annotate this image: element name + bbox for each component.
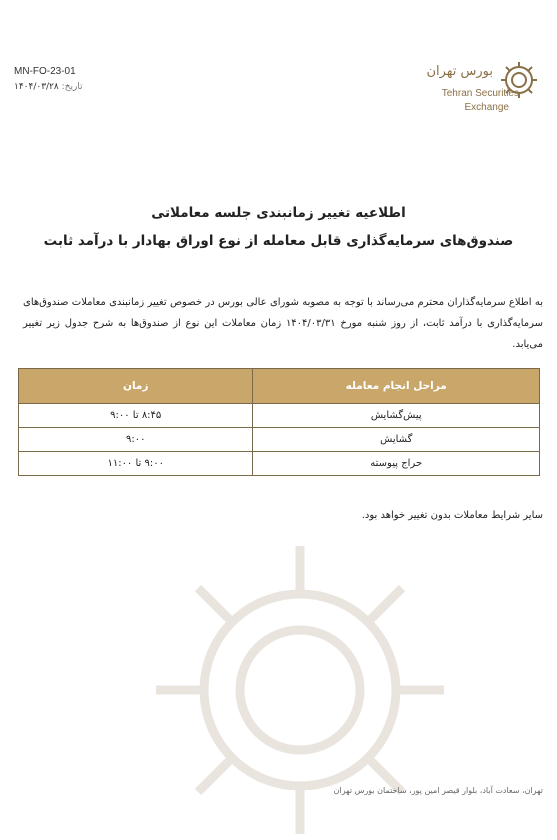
closing-note: سایر شرایط معاملات بدون تغییر خواهد بود.: [361, 510, 543, 521]
logo-en-line2: Exchange: [464, 102, 509, 113]
cell-time: ۸:۴۵ تا ۹:۰۰: [19, 404, 253, 428]
logo-en-line1: Tehran Securities: [441, 88, 519, 99]
cell-time: ۹:۰۰: [19, 428, 253, 452]
title-line-1: اطلاعیه تغییر زمانبندی جلسه معاملاتی: [151, 205, 406, 221]
schedule-table: [18, 368, 540, 476]
header-stage: مراحل انجام معامله: [253, 369, 540, 404]
table-row: [19, 404, 540, 428]
cell-stage: حراج پیوسته: [253, 452, 540, 476]
table-row: [19, 428, 540, 452]
date-line: [14, 82, 83, 92]
announcement-paragraph: به اطلاع سرمایه‌گذاران محترم می‌رساند با توجه به مصوبه شورای عالی بورس در خصوص تغییر زمانبندی معاملات صندوق‌های سرمایه‌گذاری با درآمد ثابت، از روز شنبه مورخ ۱۴۰۴/۰۳/۳۱ زمان معاملات این نوع از صندوق‌ها به شرح جدول زیر تغییر می‌یابد.: [23, 297, 543, 350]
cell-time: ۹:۰۰ تا ۱۱:۰۰: [19, 452, 253, 476]
logo-fa-text: بورس تهران: [426, 64, 493, 79]
cell-stage: پیش‌گشایش: [253, 404, 540, 428]
header-time: زمان: [19, 369, 253, 404]
watermark-emblem-icon: [150, 540, 450, 840]
cell-stage: گشایش: [253, 428, 540, 452]
footer-address: تهران، سعادت آباد، بلوار قیصر امین پور، ساختمان بورس تهران: [333, 786, 543, 795]
table-row: [19, 452, 540, 476]
title-line-2: صندوق‌های سرمایه‌گذاری قابل معامله از نوع اوراق بهادار با درآمد ثابت: [43, 233, 514, 249]
document-code: MN-FO-23-01: [14, 66, 76, 77]
date-label: تاریخ:: [61, 82, 83, 92]
date-value: ۱۴۰۴/۰۳/۲۸: [14, 82, 59, 92]
table-header-row: [19, 369, 540, 404]
logo: [389, 60, 539, 122]
